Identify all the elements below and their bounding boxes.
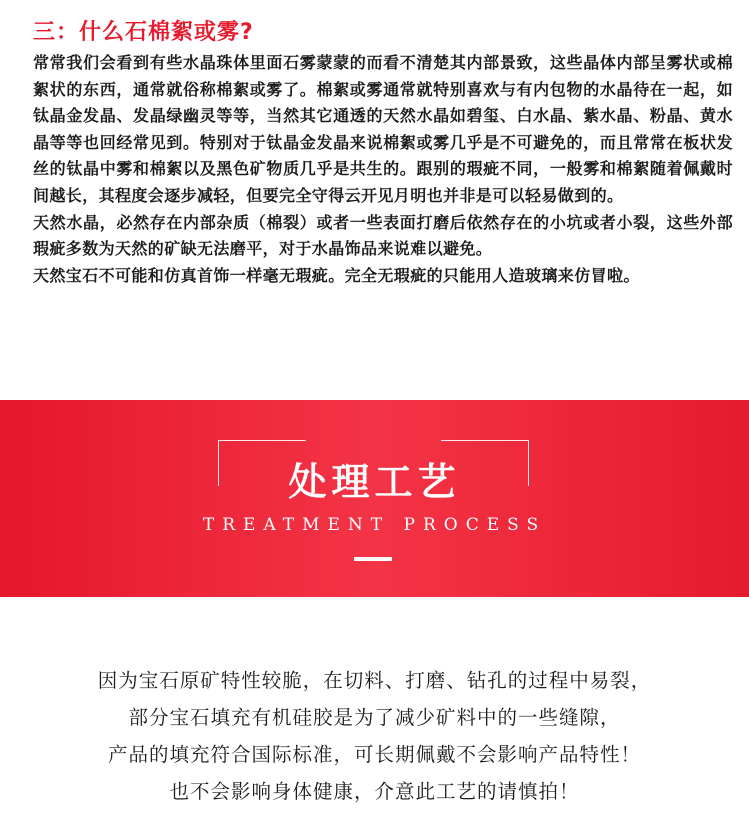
description-line: 因为宝石原矿特性较脆，在切料、打磨、钻孔的过程中易裂， [97, 669, 652, 692]
description-line: 产品的填充符合国际标准，可长期佩戴不会影响产品特性！ [107, 743, 641, 766]
banner-subtitle: TREATMENT PROCESS [202, 515, 547, 535]
treatment-description [0, 662, 749, 810]
banner-title: 处理工艺 [288, 460, 461, 504]
description-line: 部分宝石填充有机硅胶是为了减少矿料中的一些缝隙， [128, 706, 621, 729]
paragraph-natural-inclusions: 天然水晶，必然存在内部杂质（棉裂）或者一些表面打磨后依然存在的小坑或者小裂，这些外部瑕疵多数为天然的矿缺无法磨平，对于水晶饰品来说难以避免。 [33, 212, 733, 259]
defects-section [33, 18, 733, 289]
section-title: 三：什么石棉絮或雾? [33, 20, 254, 45]
treatment-banner [0, 400, 749, 597]
description-line: 也不会影响身体健康，介意此工艺的请慎拍！ [169, 780, 580, 803]
paragraph-fog-cotton: 常常我们会看到有些水晶珠体里面石雾蒙蒙的而看不清楚其内部景致，这些晶体内部呈雾状或棉絮状的东西，通常就俗称棉絮或雾了。棉絮或雾通常就特别喜欢与有内包物的水晶待在一起，如钛晶金发晶、发晶绿幽灵等等，当然其它通透的天然水晶如碧玺、白水晶、紫水晶、粉晶、黄水晶等等也回经常见到。特别对于钛晶金发晶来说棉絮或雾几乎是不可避免的，而且常常在板状发丝的钛晶中雾和棉絮以及黑色矿物质几乎是共生的。跟别的瑕疵不同，一般雾和棉絮随着佩戴时间越长，其程度会逐步减轻，但要完全守得云开见月明也并非是可以轻易做到的。 [33, 53, 733, 205]
paragraph-no-flawless: 天然宝石不可能和仿真首饰一样毫无瑕疵。完全无瑕疵的只能用人造玻璃来仿冒啦。 [33, 265, 640, 285]
banner-divider [354, 557, 392, 561]
